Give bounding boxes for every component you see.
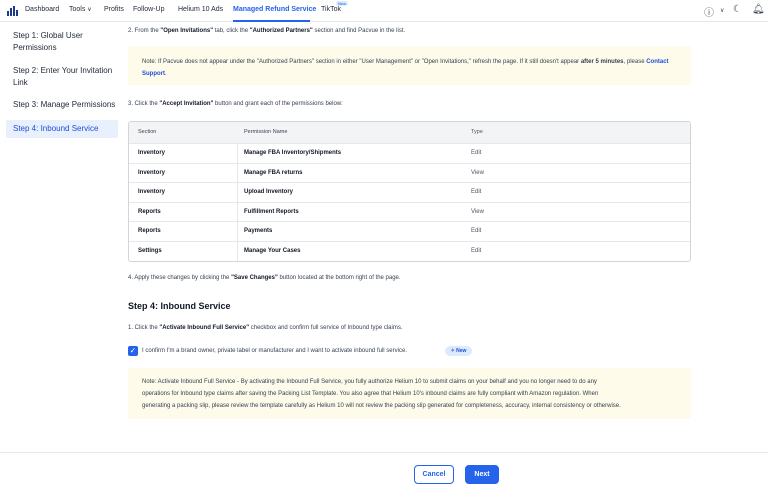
nav-profits[interactable]: Profits	[104, 6, 124, 13]
cell-permission: Manage FBA returns	[244, 169, 303, 176]
cell-type: View	[471, 208, 484, 215]
header-permission-name: Permission Name	[244, 129, 288, 135]
table-row	[129, 163, 690, 183]
table-row	[129, 143, 690, 163]
table-row	[129, 182, 690, 202]
nav-tiktok[interactable]: TikTok	[321, 6, 341, 13]
nav-follow-up[interactable]: Follow-Up	[133, 6, 165, 13]
new-pill	[445, 346, 472, 356]
step2-text: 2. From the "Open Invitations" tab, click the "Authorized Partners" section and find Pacvue in the list.	[128, 28, 406, 34]
sparkle-icon: ✧	[450, 348, 455, 354]
notifications-icon[interactable]: ☾	[733, 4, 742, 15]
sidebar-item-global-permissions[interactable]: Step 1: Global User Permissions	[13, 31, 83, 52]
active-tab-indicator	[233, 20, 310, 22]
next-button[interactable]: Next	[465, 465, 499, 484]
cancel-button[interactable]: Cancel	[414, 465, 454, 484]
nav-helium-ads[interactable]: Helium 10 Ads	[178, 6, 224, 13]
confirm-checkbox[interactable]	[128, 346, 138, 356]
sidebar-item-manage-permissions[interactable]: Step 3: Manage Permissions	[13, 100, 116, 109]
cell-section: Inventory	[138, 169, 166, 176]
section-title: Step 4: Inbound Service	[128, 301, 231, 311]
cell-permission: Upload Inventory	[244, 189, 294, 196]
cell-type: Edit	[471, 189, 482, 196]
cell-permission: Fulfillment Reports	[244, 208, 299, 215]
top-nav	[0, 0, 768, 22]
info-icon[interactable]: ⓘ	[704, 8, 714, 19]
nav-dashboard[interactable]: Dashboard	[25, 6, 60, 13]
contact-support-link[interactable]: Contact Support	[142, 59, 669, 77]
nav-managed-refund[interactable]: Managed Refund Service	[233, 6, 317, 13]
chevron-down-icon[interactable]: ∨	[720, 8, 725, 14]
note-authorized-partners: Note: If Pacvue does not appear under the "Authorized Partners" section in either "User Management" or "Open Invitations," refresh the page. If it still doesn't appear after 5 minutes, please Contact Support.	[128, 46, 691, 85]
note-line: generating a packing slip, please review the template carefully as Helium 10 will not review the packing slip generated for completeness, accuracy, internal consistency or otherwise.	[142, 403, 621, 409]
bottom-action-bar	[0, 452, 768, 493]
cell-section: Inventory	[138, 150, 166, 156]
cell-permission: Payments	[244, 228, 273, 235]
sidebar-item-inbound-service[interactable]: Step 4: Inbound Service	[6, 120, 118, 138]
table-row	[129, 221, 690, 241]
header-type: Type	[471, 129, 483, 135]
chevron-down-icon: ∨	[87, 7, 92, 13]
nav-tools-label: Tools	[69, 6, 86, 13]
table-row	[129, 202, 690, 222]
new-pill-label: New	[456, 348, 467, 354]
cell-type: Edit	[471, 228, 482, 235]
table-row	[129, 241, 690, 261]
permissions-table	[128, 121, 691, 262]
note-line: Note: Activate Inbound Full Service - By activating the Inbound Full Service, you fully authorize Helium 10 to submit claims on your behalf and you no longer need to do any	[142, 379, 597, 385]
note-line: operations for Inbound type claims after saving the Packing List Template. You also agree that Helium 10's inbound claims are fully compliant with Amazon regulation. When	[142, 391, 599, 397]
checkmark-icon: ✓	[129, 346, 137, 355]
note-inbound-service	[128, 368, 691, 419]
header-section: Section	[138, 129, 157, 135]
confirm-label[interactable]: I confirm I'm a brand owner, private label or manufacturer and I want to activate inbound full service.	[142, 348, 407, 354]
step4-text: 4. Apply these changes by clicking the "Save Changes" button located at the bottom right of the page.	[128, 275, 401, 281]
new-badge: New	[338, 1, 347, 6]
cell-type: Edit	[471, 247, 482, 254]
cell-permission: Manage Your Cases	[244, 247, 301, 254]
inbound-instruction: 1. Click the "Activate Inbound Full Service" checkbox and confirm full service of Inbound type claims.	[128, 325, 403, 331]
cell-section: Reports	[138, 208, 161, 215]
bell-icon[interactable]: 🔔︎	[752, 4, 765, 15]
cell-type: View	[471, 169, 484, 176]
nav-tools[interactable]	[69, 6, 92, 13]
sidebar-item-invitation-link[interactable]: Step 2: Enter Your Invitation Link	[13, 66, 113, 87]
table-header	[129, 122, 690, 143]
cell-permission: Manage FBA Inventory/Shipments	[244, 150, 342, 156]
cell-type: Edit	[471, 150, 482, 156]
cell-section: Settings	[138, 247, 162, 254]
cell-section: Reports	[138, 228, 161, 235]
step3-text: 3. Click the "Accept Invitation" button and grant each of the permissions below:	[128, 101, 343, 107]
logo-icon[interactable]	[7, 6, 19, 16]
cell-section: Inventory	[138, 189, 166, 196]
